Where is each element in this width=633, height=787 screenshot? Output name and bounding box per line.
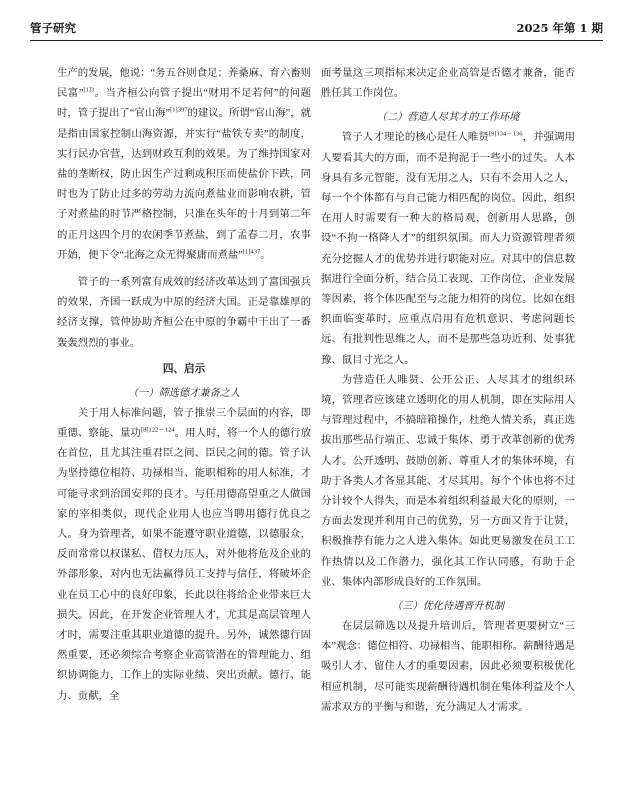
paragraph: 为营造任人唯贤、公开公正、人尽其才的组织环境，管理者应该建立透明化的用人机制，即在实际用人与管理过程中，不搞暗箱操作，杜绝人情关系，真正选拔出那些品行端正、忠诚于集体、勇于改革创新的优秀人才。公开透明、鼓励创新、尊重人才的集体环境，有助于各类人才各显其能、才尽其用。每个个体也将不过分计较个人得失，而是本着组织利益最大化的原则，一方面去发现并利用自己的优势，另一方面又肯于让贤，积极推荐有能力之人进入集体。如此更易激发在员工工作热情以及工作潜力，强化其工作认同感，有助于企业、集体内部形成良好的工作氛围。 bbox=[321, 374, 575, 588]
subsection-heading: （三）优化待遇晋升机制 bbox=[391, 601, 505, 613]
paragraph: 管子的一系列富有成效的经济改革达到了富国强兵的效果，齐国一跃成为中原的经济大国。正是靠雄厚的经济支撑，管仲协助齐桓公在中原的争霸中干出了一番轰轰烈烈的事业。 bbox=[57, 277, 311, 349]
subsection-heading: （一）筛选德才兼备之人 bbox=[127, 387, 241, 399]
journal-name: 管子研究 bbox=[30, 21, 76, 35]
citation: [9]134－136 bbox=[488, 130, 523, 138]
paragraph: 生产的发展，他说：“务五谷则食足；养桑麻、育六畜则民富”$^{[1]3}$。当齐桓公向管子提出“财用不足若何”的问题时，管子提出了“官山海”$^{[1]397}$的建议。所谓“官山海”，就是指由国家控制山海资源，并实行“盐铁专卖”的制度，实行民办官营，达到财政互利的效果。为了维持国家对盐的垄断权，防止因生产过剩或积压而使盐价下跌，同时也为了防止过多的劳动力流向煮盐业而影响农耕，管子对煮盐的时节严格控制，只准在头年的十月到第二年的正月这四个月的农闲季节煮盐，到了孟春二月，农事开始，便下令“北海之众无得聚庸而煮盐”$^{[1]437}$。 bbox=[57, 68, 312, 261]
citation: [1]437 bbox=[242, 248, 261, 256]
paragraph: 管子人才理论的核心是任人唯贤$^{[9]134-136}$，并强调用人要看其大的方面，而不是拘泥于一些小的过失。人本身具有多元智能，没有无用之人，只有不会用人之人，每一个个体都有与自己能力相匹配的岗位。因此，组织在用人时需要有一种大的格局观，创新用人思路，创设“不拘一格降人才”的组织氛围。而人力资源管理者须充分挖掘人才的优势并进行职能对应。对其中的信息数据进行全面分析，结合员工表现、工作岗位、企业发展等因素，将个体匹配至与之能力相符的岗位。比如在组织面临变革时，应重点启用有危机意识、考虑问题长远、有批判性思维之人，而不是那些急功近利、处事犹豫、鼠目寸光之人。 bbox=[321, 130, 576, 366]
paragraph: 关于用人标准问题，管子推崇三个层面的内容，即重德、察能、量功$^{[8]122-124}$。用人时，将一个人的德行放在首位，且尤其注重君臣之间、臣民之间的德。管子认为坚持德位相符、功禄相当、能职相称的用人标准，才可能寻求到治国安邦的良才。与任用德高望重之人做国家的宰相类似，现代企业用人也应当聘用德行优良之人。身为管理者，如果不能遵守职业道德，以德服众，反而常常以权谋私、借权力压人，对外他将危及企业的外部形象，对内也无法赢得员工支持与信任，将破坏企业在员工心中的良好印象，长此以往将给企业带来巨大损失。因此，在开发企业管理人才，尤其是高层管理人才时，需要注重其职业道德的提升。另外，诚然德行固然重要，还必须综合考察企业高管潜在的管理能力、组织协调能力，工作上的实际业绩、突出贡献。德行、能力、贡献，全 bbox=[57, 407, 312, 702]
section-heading: 四、启示 bbox=[162, 363, 206, 375]
issue-label: 2025 年第 1 期 bbox=[516, 21, 603, 35]
citation: [8]122－124 bbox=[140, 426, 175, 434]
left-column bbox=[57, 64, 311, 707]
citation: [1]3 bbox=[83, 86, 95, 94]
citation: [1]397 bbox=[170, 106, 188, 114]
paragraph: 在层层筛选以及提升培训后，管理者更要树立“三本”观念：德位相符、功禄相当、能职相称。薪酬待遇是吸引人才、留住人才的重要因素，因此必须要积极优化相应机制，尽可能实现薪酬待遇机制在集体利益及个人需求双方的平衡与和谐，充分满足人才需求。 bbox=[321, 621, 575, 713]
right-column bbox=[321, 64, 575, 718]
running-header bbox=[30, 18, 603, 41]
paragraph: 面考量这三项指标来决定企业高管是否德才兼备，能否胜任其工作岗位。 bbox=[321, 68, 575, 100]
subsection-heading: （二）营造人尽其才的工作环境 bbox=[376, 112, 520, 124]
